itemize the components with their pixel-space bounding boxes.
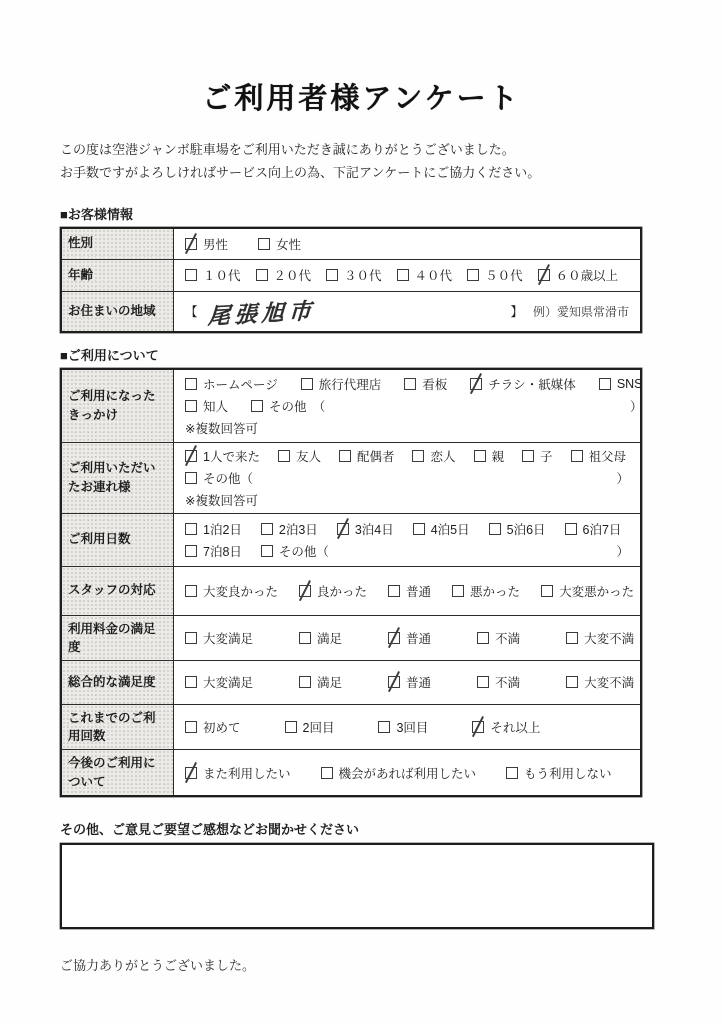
checkbox-icon[interactable]	[566, 632, 578, 644]
checkbox-option[interactable]	[378, 718, 428, 736]
checkbox-label: 大変不満	[584, 676, 635, 691]
row-options	[174, 567, 645, 615]
checkbox-label: 看板	[422, 377, 448, 392]
survey-row	[62, 259, 640, 291]
checkbox-option[interactable]	[251, 397, 325, 415]
checkbox-option[interactable]	[541, 582, 634, 600]
options-line	[185, 582, 634, 600]
checkbox-option[interactable]	[565, 520, 622, 538]
options-line	[185, 235, 629, 253]
checkbox-icon[interactable]	[412, 450, 424, 462]
checkbox-option[interactable]	[185, 764, 291, 782]
checkbox-icon[interactable]	[185, 400, 197, 412]
checkbox-label: 大変悪かった	[559, 584, 635, 599]
checkbox-option[interactable]	[261, 520, 318, 538]
checkbox-label: 初めて	[203, 720, 241, 735]
checkbox-icon[interactable]	[565, 523, 577, 535]
checkbox-icon[interactable]	[185, 676, 197, 688]
row-label: スタッフの対応	[62, 567, 174, 615]
row-options	[174, 370, 654, 442]
checkbox-icon[interactable]	[477, 632, 489, 644]
options-line	[185, 266, 629, 284]
survey-row	[62, 660, 640, 704]
options-line	[185, 542, 629, 560]
options-line	[185, 629, 634, 647]
options-line	[185, 491, 629, 509]
options-line	[185, 764, 629, 782]
checkbox-option[interactable]	[185, 397, 228, 415]
options-line	[185, 397, 643, 415]
checkbox-label: 5泊6日	[506, 522, 546, 537]
checkbox-label: 4泊5日	[430, 522, 470, 537]
checkbox-icon[interactable]	[541, 585, 553, 597]
checkbox-option[interactable]	[571, 447, 627, 465]
customer-info-table	[60, 227, 642, 333]
checkbox-label: 男性	[203, 237, 229, 252]
checkbox-icon[interactable]	[185, 585, 197, 597]
options-line	[185, 375, 643, 393]
checkbox-option[interactable]	[256, 266, 312, 284]
checkbox-label: SNS	[616, 376, 643, 391]
checkbox-icon[interactable]	[251, 400, 263, 412]
checkbox-icon[interactable]	[185, 545, 197, 557]
survey-row	[62, 370, 643, 442]
row-label: お住まいの地域	[62, 292, 174, 331]
checkbox-label: 1人で来た	[203, 449, 260, 464]
comments-box[interactable]	[60, 843, 654, 929]
checked-checkbox-icon[interactable]	[337, 523, 349, 535]
checkbox-icon[interactable]	[278, 450, 290, 462]
row-options	[174, 292, 640, 331]
survey-row	[62, 291, 640, 331]
static-text: 【	[185, 305, 198, 319]
survey-row	[62, 749, 640, 795]
survey-row	[62, 229, 640, 259]
checkbox-label: ４０代	[414, 269, 453, 283]
checkbox-option[interactable]	[470, 375, 576, 393]
checkbox-option[interactable]	[261, 542, 329, 560]
intro-line-1: この度は空港ジャンボ駐車場をご利用いただき誠にありがとうございました。	[60, 142, 515, 157]
checkbox-option[interactable]	[185, 718, 241, 736]
checked-checkbox-icon[interactable]	[388, 632, 400, 644]
checkbox-icon[interactable]	[522, 450, 534, 462]
static-text: ）	[616, 471, 629, 486]
checkbox-icon[interactable]	[489, 523, 501, 535]
checkbox-option[interactable]	[388, 629, 431, 647]
checkbox-icon[interactable]	[185, 721, 197, 733]
checkbox-label: ２０代	[273, 269, 312, 283]
checkbox-label: ５０代	[485, 269, 523, 283]
checkbox-label: また利用したい	[203, 766, 291, 781]
intro-line-2: お手数ですがよろしければサービス向上の為、下記アンケートにご協力ください。	[60, 164, 541, 180]
row-options	[174, 705, 640, 749]
checkbox-icon[interactable]	[301, 378, 313, 390]
row-options	[174, 229, 640, 259]
checkbox-label: 普通	[406, 676, 432, 691]
checkbox-icon[interactable]	[397, 269, 409, 281]
static-text: 】	[510, 305, 523, 319]
options-line	[185, 520, 629, 538]
checkbox-label: その他（	[278, 544, 329, 559]
checkbox-icon[interactable]	[339, 450, 351, 462]
row-label: 性別	[62, 229, 174, 259]
checked-checkbox-icon[interactable]	[388, 676, 400, 688]
checkbox-option[interactable]	[299, 629, 342, 647]
row-label: ご利用いただいたお連れ様	[62, 443, 174, 513]
checkbox-label: 2回目	[302, 720, 335, 735]
checkbox-label: 女性	[276, 237, 302, 252]
checkbox-label: 祖父母	[588, 449, 627, 464]
checkbox-option[interactable]	[388, 582, 431, 600]
checkbox-option[interactable]	[474, 447, 505, 465]
checkbox-icon[interactable]	[285, 721, 297, 733]
usage-table	[60, 368, 642, 798]
checkbox-icon[interactable]	[404, 378, 416, 390]
checkbox-icon[interactable]	[261, 545, 273, 557]
checkbox-icon[interactable]	[185, 472, 197, 484]
checkbox-label: ３０代	[344, 269, 382, 283]
checkbox-icon[interactable]	[256, 269, 268, 281]
checkbox-label: 不満	[495, 676, 521, 691]
checkbox-option[interactable]	[412, 447, 455, 465]
checkbox-option[interactable]	[185, 520, 242, 538]
checkbox-option[interactable]	[301, 375, 382, 393]
checkbox-option[interactable]	[185, 629, 253, 647]
checkbox-option[interactable]	[388, 673, 431, 691]
checkbox-label: 知人	[203, 399, 229, 414]
checkbox-label: 良かった	[317, 584, 368, 599]
checkbox-label: 大変良かった	[203, 584, 279, 599]
checkbox-label: 大変不満	[584, 631, 635, 646]
options-line	[185, 673, 634, 691]
checkbox-icon[interactable]	[185, 378, 197, 390]
checkbox-icon[interactable]	[258, 238, 270, 250]
checkbox-option[interactable]	[477, 673, 520, 691]
survey-row	[62, 615, 640, 660]
row-label: ご利用になったきっかけ	[62, 370, 174, 442]
static-text: 例）愛知県常滑市	[532, 304, 629, 319]
checked-checkbox-icon[interactable]	[538, 269, 550, 281]
row-label: 今後のご利用について	[62, 750, 174, 795]
checkbox-label: 悪かった	[470, 584, 521, 599]
row-options	[174, 661, 645, 704]
checkbox-option[interactable]	[566, 629, 634, 647]
checkbox-label: 3回目	[396, 720, 429, 735]
checkbox-option[interactable]	[489, 520, 546, 538]
checkbox-option[interactable]	[404, 375, 447, 393]
static-text: ※複数回答可	[185, 421, 258, 436]
checkbox-label: １０代	[203, 269, 241, 283]
checkbox-icon[interactable]	[261, 523, 273, 535]
checkbox-option[interactable]	[185, 582, 278, 600]
checkbox-icon[interactable]	[185, 632, 197, 644]
checkbox-label: それ以上	[490, 720, 541, 735]
checkbox-label: 親	[491, 449, 505, 464]
checkbox-label: 満足	[317, 631, 343, 646]
checkbox-icon[interactable]	[388, 585, 400, 597]
checkbox-label: ホームページ	[203, 377, 278, 392]
checkbox-label: ６０歳以上	[555, 269, 619, 283]
checkbox-option[interactable]	[278, 447, 321, 465]
section-header-customer-info: ■お客様情報	[60, 206, 133, 222]
page-title: ご利用者様アンケート	[202, 83, 521, 115]
static-text: ※複数回答可	[185, 493, 258, 508]
checkbox-label: その他（	[203, 471, 254, 486]
checkbox-icon[interactable]	[452, 585, 464, 597]
row-options	[174, 616, 645, 660]
checkbox-icon[interactable]	[185, 269, 197, 281]
checkbox-label: 大変満足	[203, 676, 254, 691]
checkbox-label: 友人	[295, 449, 321, 464]
row-options	[174, 750, 640, 795]
checkbox-option[interactable]	[299, 673, 342, 691]
checkbox-option[interactable]	[477, 629, 520, 647]
checkbox-label: 3泊4日	[354, 522, 394, 537]
intro-paragraph	[60, 139, 642, 185]
checkbox-option[interactable]	[185, 266, 241, 284]
options-line	[185, 447, 629, 465]
checkbox-label: 大変満足	[203, 631, 254, 646]
section-header-usage: ■ご利用について	[60, 347, 159, 363]
survey-row	[62, 513, 640, 566]
options-line	[185, 419, 643, 437]
checkbox-icon[interactable]	[299, 676, 311, 688]
checkbox-option[interactable]	[337, 520, 394, 538]
row-options	[174, 260, 640, 291]
checkbox-label: 6泊7日	[582, 522, 622, 537]
checkbox-icon[interactable]	[474, 450, 486, 462]
checked-checkbox-icon[interactable]	[472, 721, 484, 733]
checkbox-option[interactable]	[397, 266, 453, 284]
row-label: 総合的な満足度	[62, 661, 174, 704]
checkbox-icon[interactable]	[185, 523, 197, 535]
checkbox-label: 2泊3日	[278, 522, 318, 537]
static-text: ）	[616, 544, 629, 559]
checkbox-label: 不満	[495, 631, 521, 646]
checkbox-label: 恋人	[430, 449, 456, 464]
checked-checkbox-icon[interactable]	[185, 767, 197, 779]
checkbox-option[interactable]	[185, 673, 253, 691]
row-label: これまでのご利用回数	[62, 705, 174, 749]
checkbox-label: 普通	[406, 631, 432, 646]
checkbox-option[interactable]	[185, 447, 260, 465]
checked-checkbox-icon[interactable]	[299, 585, 311, 597]
checkbox-option[interactable]	[599, 377, 643, 391]
checkbox-label: 配偶者	[356, 449, 395, 464]
comments-label: その他、ご意見ご要望ご感想などお聞かせください	[60, 822, 360, 837]
checkbox-option[interactable]	[467, 266, 523, 284]
checkbox-option[interactable]	[472, 718, 540, 736]
row-label: ご利用日数	[62, 514, 174, 566]
row-label: 利用料金の満足度	[62, 616, 174, 660]
checkbox-icon[interactable]	[299, 632, 311, 644]
checkbox-option[interactable]	[185, 469, 253, 487]
checked-checkbox-icon[interactable]	[185, 238, 197, 250]
checkbox-option[interactable]	[321, 764, 477, 782]
checkbox-label: チラシ・紙媒体	[488, 377, 576, 392]
checkbox-option[interactable]	[538, 266, 619, 284]
checkbox-option[interactable]	[566, 673, 634, 691]
row-label: 年齢	[62, 260, 174, 291]
checkbox-label: 機会があれば利用したい	[338, 766, 477, 781]
checkbox-option[interactable]	[299, 582, 367, 600]
checkbox-icon[interactable]	[413, 523, 425, 535]
checkbox-option[interactable]	[185, 235, 228, 253]
checkbox-icon[interactable]	[477, 676, 489, 688]
options-line	[185, 469, 629, 487]
checkbox-option[interactable]	[285, 718, 335, 736]
thanks-text: ご協力ありがとうございました。	[60, 958, 256, 973]
checkbox-option[interactable]	[185, 375, 278, 393]
checked-checkbox-icon[interactable]	[470, 378, 482, 390]
checkbox-icon[interactable]	[571, 450, 583, 462]
checkbox-icon[interactable]	[378, 721, 390, 733]
checkbox-option[interactable]	[258, 235, 301, 253]
checkbox-icon[interactable]	[467, 269, 479, 281]
survey-row	[62, 442, 640, 513]
checkbox-option[interactable]	[413, 520, 470, 538]
checkbox-option[interactable]	[339, 447, 395, 465]
checkbox-option[interactable]	[452, 582, 520, 600]
options-line	[185, 296, 629, 327]
checkbox-label: 旅行代理店	[318, 377, 382, 392]
checkbox-icon[interactable]	[566, 676, 578, 688]
checkbox-label: もう利用しない	[524, 766, 612, 781]
options-line	[185, 718, 629, 736]
checkbox-icon[interactable]	[321, 767, 333, 779]
checkbox-icon[interactable]	[599, 378, 611, 390]
checkbox-icon[interactable]	[326, 269, 338, 281]
checked-checkbox-icon[interactable]	[185, 450, 197, 462]
static-text: ）	[630, 399, 643, 414]
survey-row	[62, 566, 640, 615]
checkbox-label: 7泊8日	[203, 544, 242, 559]
row-options	[174, 443, 640, 513]
page-content	[60, 139, 642, 838]
checkbox-label: 満足	[317, 676, 343, 691]
checkbox-option[interactable]	[326, 266, 382, 284]
checkbox-label: 普通	[406, 584, 432, 599]
checkbox-label: その他 （	[269, 399, 326, 414]
checkbox-option[interactable]	[522, 447, 553, 465]
checkbox-option[interactable]	[506, 764, 612, 782]
checkbox-option[interactable]	[185, 542, 242, 560]
row-options	[174, 514, 640, 566]
checkbox-label: 子	[540, 449, 553, 464]
survey-row	[62, 704, 640, 749]
checkbox-icon[interactable]	[506, 767, 518, 779]
handwritten-text: 尾張旭市	[206, 297, 317, 329]
checkbox-label: 1泊2日	[203, 522, 242, 537]
